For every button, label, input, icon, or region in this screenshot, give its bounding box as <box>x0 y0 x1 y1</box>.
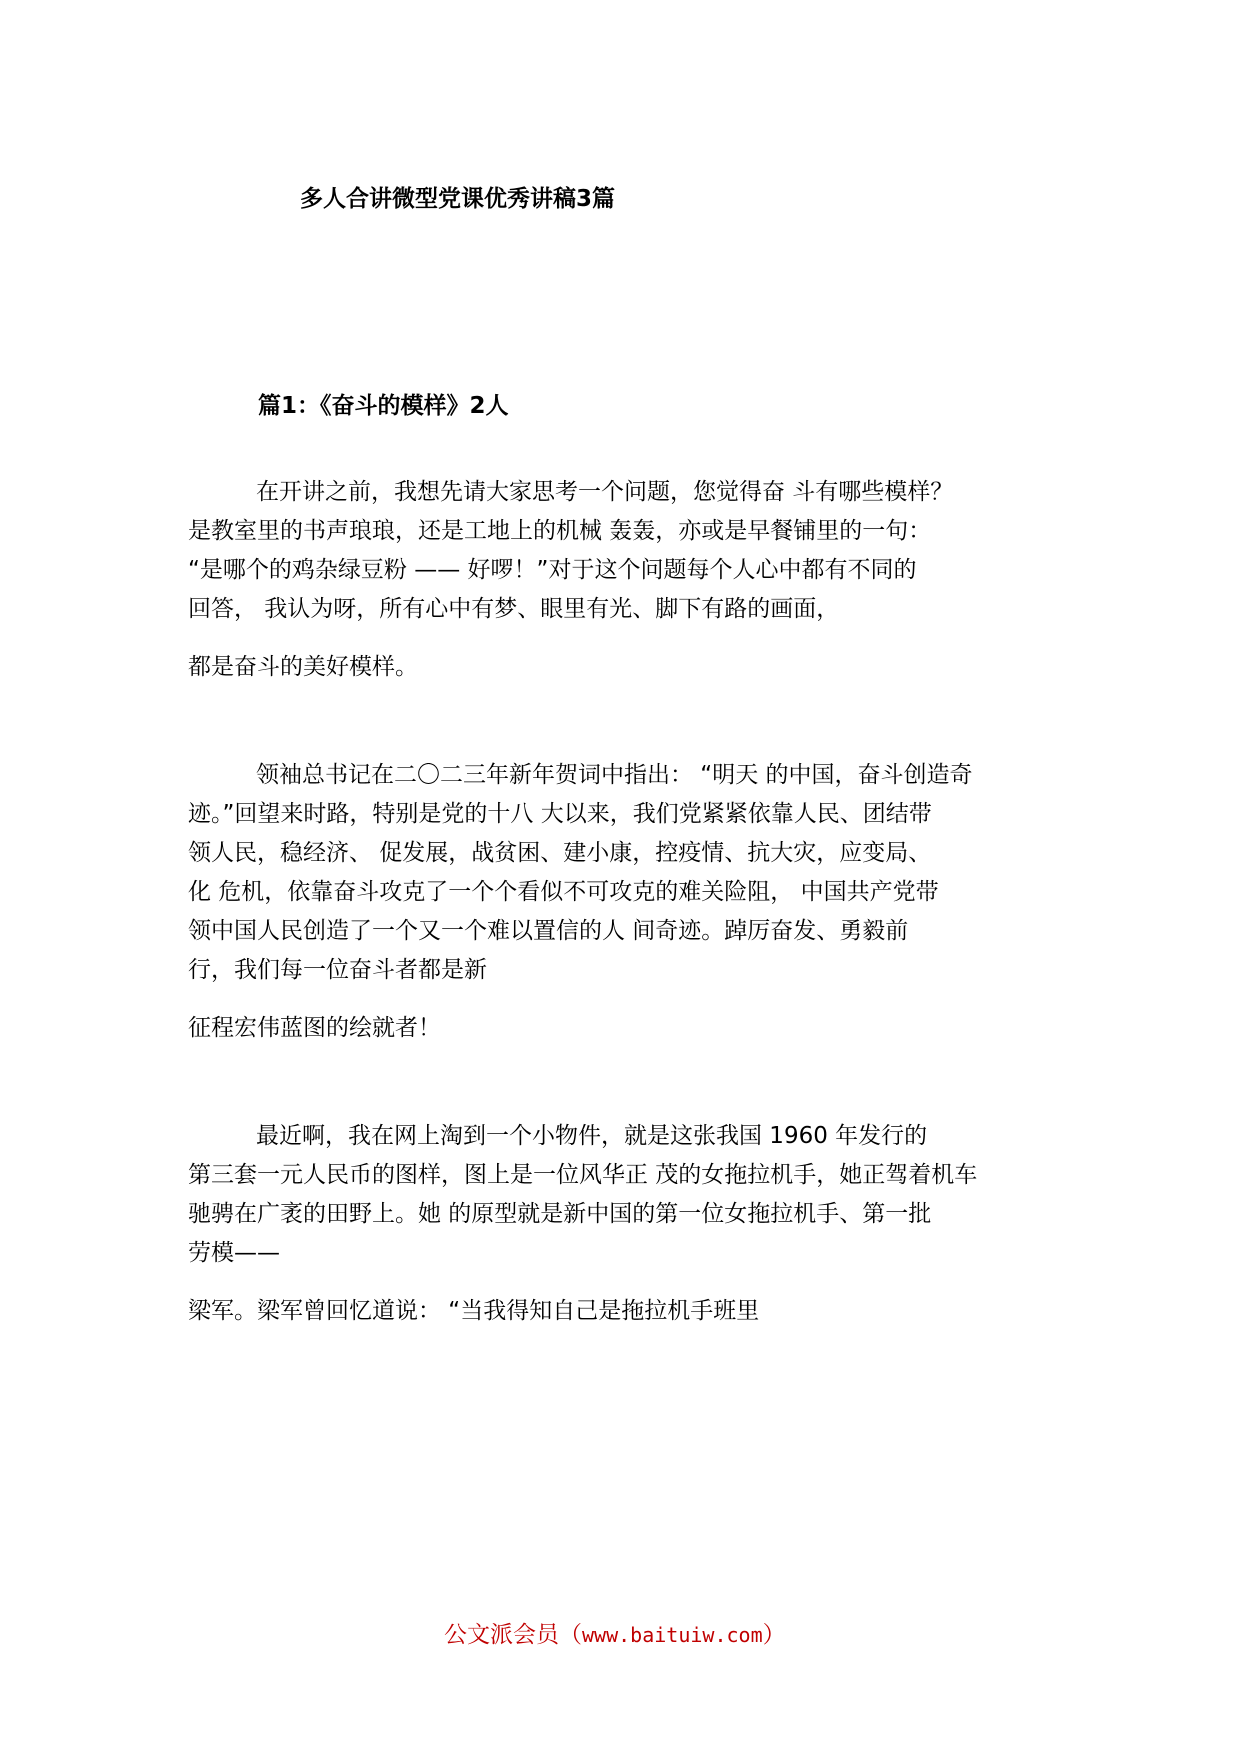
footer-url-link[interactable]: www.baituiw.com <box>582 1623 763 1647</box>
paragraph-2-line-5: 领中国人民创造了一个又一个难以置信的人 间奇迹。踔厉奋发、勇毅前 <box>188 918 909 944</box>
footer-label: 公文派会员（ <box>444 1622 582 1648</box>
footer-watermark <box>444 1616 786 1649</box>
paragraph-2-line-3: 领人民，稳经济、 促发展，战贫困、建小康，控疫情、抗大灾，应变局、 <box>188 840 932 866</box>
section-heading: 篇1：《奋斗的模样》2人 <box>258 393 509 419</box>
paragraph-2-line-2: 迹。”回望来时路，特别是党的十八 大以来，我们党紧紧依靠人民、团结带 <box>188 801 932 827</box>
paragraph-3-line-2: 第三套一元人民币的图样，图上是一位风华正 茂的女拖拉机手，她正驾着机车 <box>188 1162 978 1188</box>
paragraph-3-line-1: 最近啊，我在网上淘到一个小物件，就是这张我国 1960 年发行的 <box>256 1123 928 1149</box>
paragraph-2-line-4: 化 危机，依靠奋斗攻克了一个个看似不可攻克的难关险阻， 中国共产党带 <box>188 879 939 905</box>
paragraph-3-line-4: 劳模—— <box>188 1240 280 1266</box>
paragraph-3-line-3: 驰骋在广袤的田野上。她 的原型就是新中国的第一位女拖拉机手、第一批 <box>188 1201 932 1227</box>
paragraph-1-line-4: 回答， 我认为呀，所有心中有梦、眼里有光、脚下有路的画面， <box>188 596 840 622</box>
paragraph-1-line-1: 在开讲之前，我想先请大家思考一个问题，您觉得奋 斗有哪些模样？ <box>256 479 954 505</box>
footer-close-paren: ） <box>762 1622 786 1648</box>
paragraph-2-line-1: 领袖总书记在二〇二三年新年贺词中指出： “明天 的中国，奋斗创造奇 <box>256 762 973 788</box>
paragraph-3-line-5: 梁军。梁军曾回忆道说： “当我得知自己是拖拉机手班里 <box>188 1298 760 1324</box>
paragraph-1-line-5: 都是奋斗的美好模样。 <box>188 654 418 680</box>
document-title: 多人合讲微型党课优秀讲稿3篇 <box>300 186 616 212</box>
paragraph-1-line-3: “是哪个的鸡杂绿豆粉 —— 好啰！”对于这个问题每个人心中都有不同的 <box>188 557 917 583</box>
paragraph-2-line-6: 行，我们每一位奋斗者都是新 <box>188 957 487 983</box>
paragraph-1-line-2: 是教室里的书声琅琅，还是工地上的机械 轰轰，亦或是早餐铺里的一句： <box>188 518 932 544</box>
paragraph-2-line-7: 征程宏伟蓝图的绘就者！ <box>188 1015 441 1041</box>
